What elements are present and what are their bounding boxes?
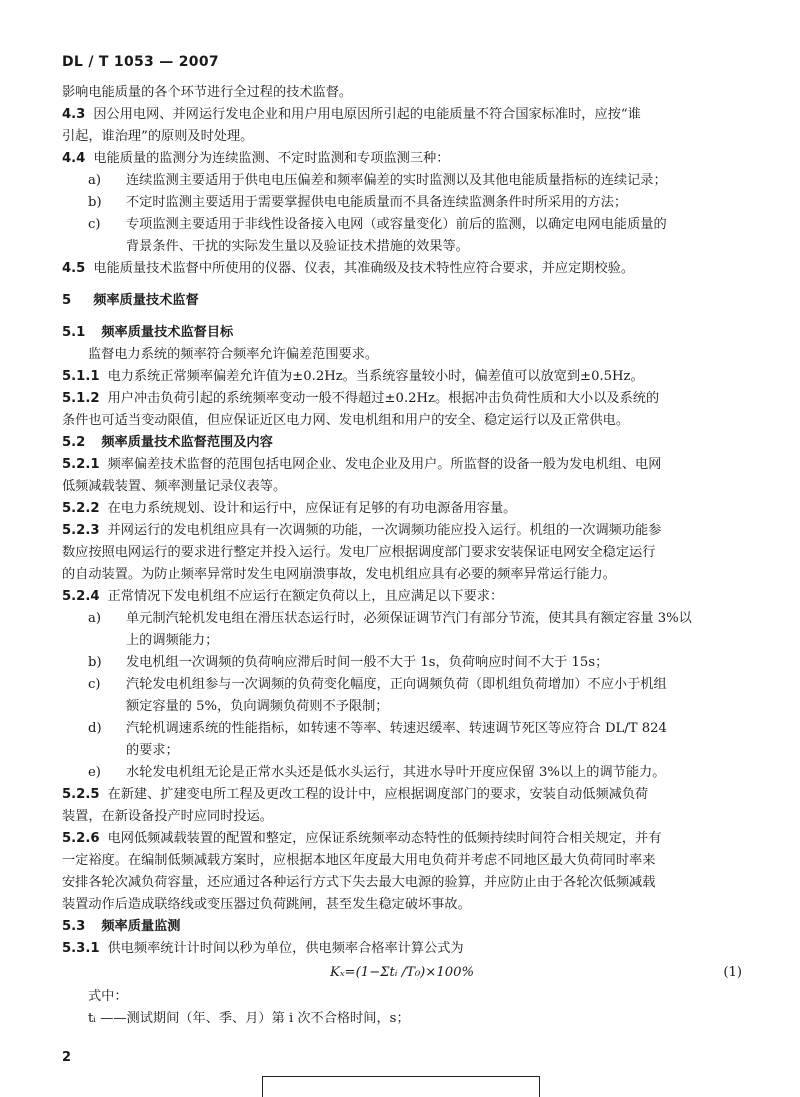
clause-number: 5.3.1 (62, 941, 100, 956)
list-item-a (62, 608, 752, 630)
clause-text: 正常情况下发电机组不应运行在额定负荷以上，且应满足以下要求： (107, 589, 504, 604)
clause-text: 电能质量技术监督中所使用的仪器、仪表，其准确级及技术特性应符合要求，并应定期校验。 (93, 261, 635, 276)
footer-box (262, 1076, 540, 1097)
clause-text: 因公用电网、并网运行发电企业和用户用电原因所引起的电能质量不符合国家标准时，应按“谁 (93, 107, 641, 122)
list-item-c (62, 214, 752, 236)
clause-4-4 (62, 148, 752, 170)
clause-5-2-5 (62, 784, 752, 806)
list-text: 发电机组一次调频的负荷响应滞后时间一般不大于 1s，负荷响应时间不大于 15s； (126, 655, 609, 670)
clause-text: 供电频率统计计时间以秒为单位，供电频率合格率计算公式为 (107, 941, 464, 956)
clause-number: 5.2.3 (62, 523, 100, 538)
clause-5-2-1 (62, 454, 752, 476)
clause-text: 在新建、扩建变电所工程及更改工程的设计中，应根据调度部门的要求，安装自动低频减负荷 (107, 787, 649, 802)
list-label: b) (88, 195, 102, 210)
clause-4-3-cont: 引起，谁治理”的原则及时处理。 (62, 129, 254, 144)
list-item-d-cont: 的要求； (126, 743, 179, 758)
clause-5-1-2 (62, 388, 752, 410)
list-item-b (62, 192, 752, 214)
clause-5-1-2-cont: 条件也可适当变动限值，但应保证近区电力网、发电机组和用户的安全、稳定运行以及正常供电。 (62, 413, 630, 428)
list-text: 专项监测主要适用于非线性设备接入电网（或容量变化）前后的监测，以确定电网电能质量的 (126, 217, 667, 232)
list-text: 汽轮发电机组参与一次调频的负荷变化幅度，正向调频负荷（即机组负荷增加）不应小于机组 (126, 677, 667, 692)
section-number: 5.2 (62, 435, 86, 450)
section-5-1-heading (62, 322, 752, 344)
list-label: b) (88, 655, 102, 670)
document-body (62, 82, 752, 1030)
clause-5-1-1 (62, 366, 752, 388)
clause-5-2-6 (62, 828, 752, 850)
clause-5-2-2 (62, 498, 752, 520)
clause-number: 5.1.1 (62, 369, 100, 384)
list-text: 连续监测主要适用于供电电压偏差和频率偏差的实时监测以及其他电能质量指标的连续记录； (126, 173, 667, 188)
clause-5-2-6-cont: 一定裕度。在编制低频减载方案时，应根据本地区年度最大用电负荷并考虑不同地区最大负荷同时率来 (62, 853, 656, 868)
clause-5-2-5-cont: 装置，在新设备投产时应同时投运。 (62, 809, 273, 824)
list-item-a (62, 170, 752, 192)
list-label: d) (88, 721, 102, 736)
standard-code: DL / T 1053 — 2007 (62, 54, 219, 70)
clause-5-2-1-cont: 低频减载装置、频率测量记录仪表等。 (62, 479, 287, 494)
equation-number: (1) (723, 965, 742, 980)
list-item-c-cont: 额定容量的 5%，负向调频负荷则不予限制； (126, 699, 389, 714)
clause-text: 电能质量的监测分为连续监测、不定时监测和专项监测三种： (93, 151, 450, 166)
section-title: 频率质量技术监督目标 (101, 325, 234, 340)
clause-text: 用户冲击负荷引起的系统频率变动一般不得超过±0.2Hz。根据冲击负荷性质和大小以及系统的 (107, 391, 660, 406)
clause-5-2-4 (62, 586, 752, 608)
list-item-a-cont: 上的调频能力； (126, 633, 219, 648)
list-label: e) (88, 765, 101, 780)
clause-number: 5.1.2 (62, 391, 100, 406)
clause-5-2-3 (62, 520, 752, 542)
list-text: 水轮发电机组无论是正常水头还是低水头运行，其进水导叶开度应保留 3%以上的调节能力。 (126, 765, 666, 780)
clause-5-2-6-cont: 装置动作后造成联络线或变压器过负荷跳闸，甚至发生稳定破坏事故。 (62, 897, 471, 912)
section-number: 5 (62, 293, 72, 308)
clause-5-3-1 (62, 938, 752, 960)
where-label: 式中： (88, 989, 128, 1004)
clause-text: 频率偏差技术监督的范围包括电网企业、发电企业及用户。所监督的设备一般为发电机组、电网 (107, 457, 662, 472)
clause-text: 电力系统正常频率偏差允许值为±0.2Hz。当系统容量较小时，偏差值可以放宽到±0.5Hz。 (107, 369, 644, 384)
section-5-2-heading (62, 432, 752, 454)
clause-5-2-3-cont: 数应按照电网运行的要求进行整定并投入运行。发电厂应根据调度部门要求安装保证电网安全稳定运行 (62, 545, 656, 560)
formula: Kₓ=(1−Σtᵢ /T₀)×100% (330, 965, 475, 980)
paragraph-line: 影响电能质量的各个环节进行全过程的技术监督。 (62, 85, 353, 100)
section-title: 频率质量技术监督范围及内容 (101, 435, 273, 450)
clause-number: 4.4 (62, 151, 86, 166)
clause-number: 5.2.5 (62, 787, 100, 802)
clause-text: 电网低频减载装置的配置和整定，应保证系统频率动态特性的低频持续时间符合相关规定，并有 (107, 831, 662, 846)
clause-number: 5.2.4 (62, 589, 100, 604)
list-text: 不定时监测主要适用于需要掌握供电电能质量而不具备连续监测条件时所采用的方法； (126, 195, 628, 210)
list-text: 汽轮机调速系统的性能指标，如转速不等率、转速迟缓率、转速调节死区等应符合 DL/T 824 (126, 721, 667, 736)
list-item-c-cont: 背景条件、干扰的实际发生量以及验证技术措施的效果等。 (126, 239, 469, 254)
formula-row (62, 960, 752, 986)
clause-number: 5.2.6 (62, 831, 100, 846)
list-item-e (62, 762, 752, 784)
clause-number: 5.2.1 (62, 457, 100, 472)
clause-4-5 (62, 258, 752, 280)
clause-text: 在电力系统规划、设计和运行中，应保证有足够的有功电源备用容量。 (107, 501, 517, 516)
section-title: 频率质量技术监督 (93, 293, 199, 308)
paragraph-line: 监督电力系统的频率符合频率允许偏差范围要求。 (88, 347, 379, 362)
list-label: c) (88, 677, 101, 692)
section-title: 频率质量监测 (101, 919, 181, 934)
clause-text: 并网运行的发电机组应具有一次调频的功能，一次调频功能应投入运行。机组的一次调频功能参 (107, 523, 662, 538)
clause-4-3 (62, 104, 752, 126)
list-label: a) (88, 611, 102, 626)
variable-definition: tᵢ ——测试期间（年、季、月）第 i 次不合格时间，s； (88, 1011, 410, 1026)
clause-5-2-3-cont: 的自动装置。为防止频率异常时发生电网崩溃事故，发电机组应具有必要的频率异常运行能力。 (62, 567, 616, 582)
list-item-c (62, 674, 752, 696)
clause-number: 4.3 (62, 107, 86, 122)
list-item-d (62, 718, 752, 740)
section-5-heading (62, 290, 752, 312)
clause-number: 5.2.2 (62, 501, 100, 516)
clause-number: 4.5 (62, 261, 86, 276)
list-item-b (62, 652, 752, 674)
list-label: a) (88, 173, 102, 188)
section-number: 5.1 (62, 325, 86, 340)
clause-5-2-6-cont: 安排各轮次减负荷容量，还应通过各种运行方式下失去最大电源的验算，并应防止由于各轮次低频减载 (62, 875, 656, 890)
list-label: c) (88, 217, 101, 232)
page-number: 2 (62, 1050, 72, 1065)
list-text: 单元制汽轮机发电组在滑压状态运行时，必须保证调节汽门有部分节流，使其具有额定容量 3%以 (126, 611, 692, 626)
section-number: 5.3 (62, 919, 86, 934)
section-5-3-heading (62, 916, 752, 938)
